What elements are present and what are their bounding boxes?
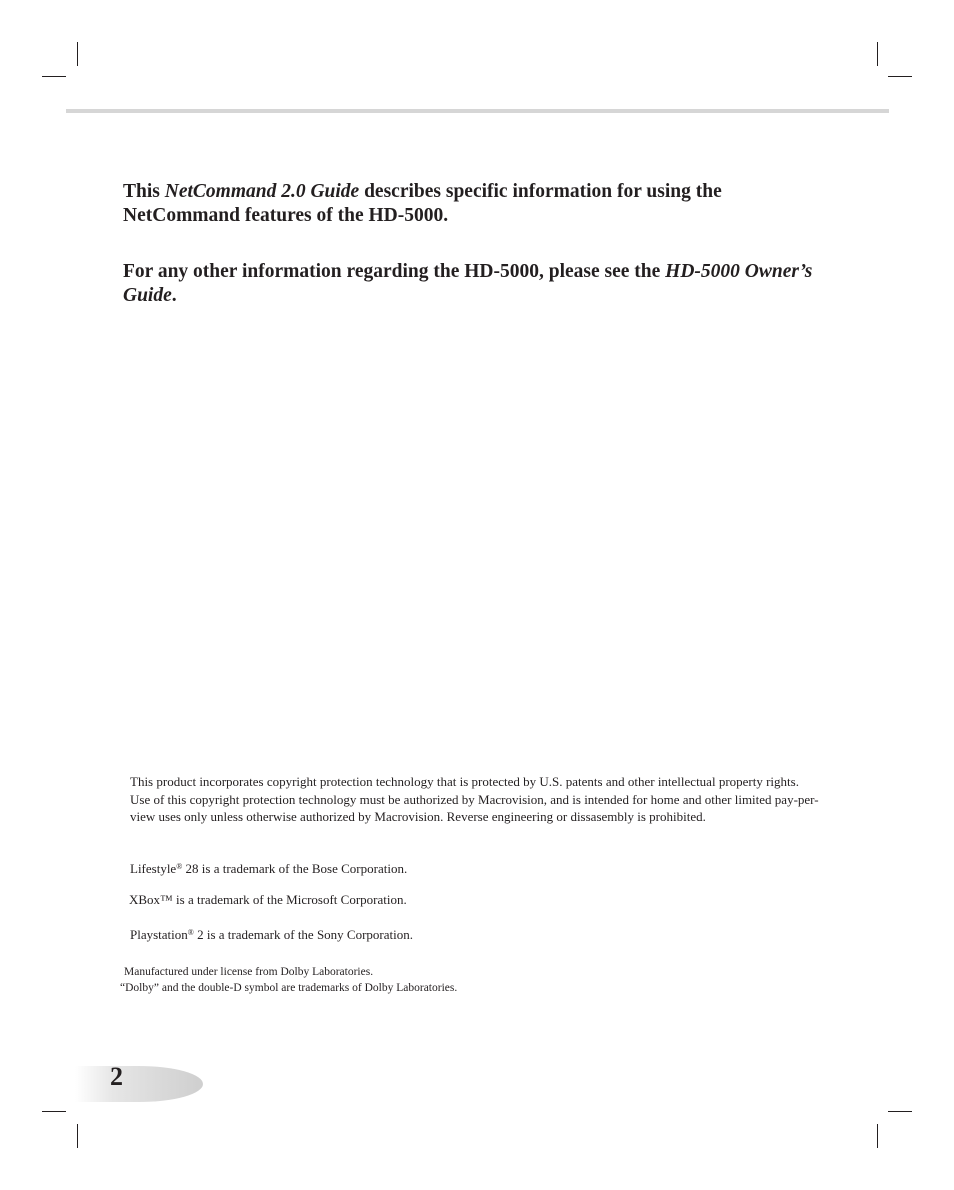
dolby-trademark-line: “Dolby” and the double-D symbol are trademarks of Dolby Laboratories.	[120, 982, 458, 994]
guide-title: NetCommand 2.0 Guide	[164, 181, 360, 202]
owners-guide-title: HD-5000 Owner’s Guide	[123, 261, 813, 306]
intro-paragraph-guide	[123, 180, 838, 228]
registered-mark: ®	[176, 862, 183, 871]
registered-mark: ®	[187, 928, 194, 937]
crop-mark-bottom-right-vertical	[877, 1124, 878, 1148]
playstation-trademark	[130, 924, 820, 944]
crop-mark-top-right-horizontal	[888, 76, 912, 77]
header-rule	[66, 109, 889, 113]
crop-mark-top-left-horizontal	[42, 76, 66, 77]
lifestyle-name: Lifestyle	[130, 861, 177, 876]
intro-lead-text: This	[123, 181, 165, 202]
dolby-license-line: Manufactured under license from Dolby Laboratories.	[124, 966, 374, 978]
crop-mark-top-right-vertical	[877, 42, 878, 66]
lifestyle-trademark	[130, 858, 820, 878]
crop-mark-bottom-left-horizontal	[42, 1111, 66, 1112]
intro-end-text: .	[171, 285, 177, 306]
playstation-name: Playstation	[130, 927, 188, 942]
crop-mark-bottom-left-vertical	[77, 1124, 78, 1148]
copyright-notice: This product incorporates copyright protection technology that is protected by U.S. patents and other intellectual property rights. Use of this copyright protection technology must be authorized by Macrovision, and is intended for home and other limited pay-per-view uses only unless otherwise authorized by Macrovision. Reverse engineering or dissasembly is prohibited.	[130, 774, 819, 824]
page-number: 2	[110, 1062, 123, 1091]
intro-body-text: describes specific information for using the NetCommand features of the HD-5000.	[123, 181, 722, 226]
crop-mark-bottom-right-horizontal	[888, 1111, 912, 1112]
crop-mark-top-left-vertical	[77, 42, 78, 66]
page-number-tab	[75, 1066, 203, 1102]
intro-paragraph-owners-guide	[123, 260, 838, 308]
playstation-text: 2 is a trademark of the Sony Corporation.	[193, 927, 414, 942]
lifestyle-text: 28 is a trademark of the Bose Corporation.	[182, 861, 408, 876]
intro-lead-text: For any other information regarding the HD-5000, please see the	[123, 261, 666, 282]
xbox-trademark: XBox™ is a trademark of the Microsoft Corporation.	[129, 892, 407, 907]
